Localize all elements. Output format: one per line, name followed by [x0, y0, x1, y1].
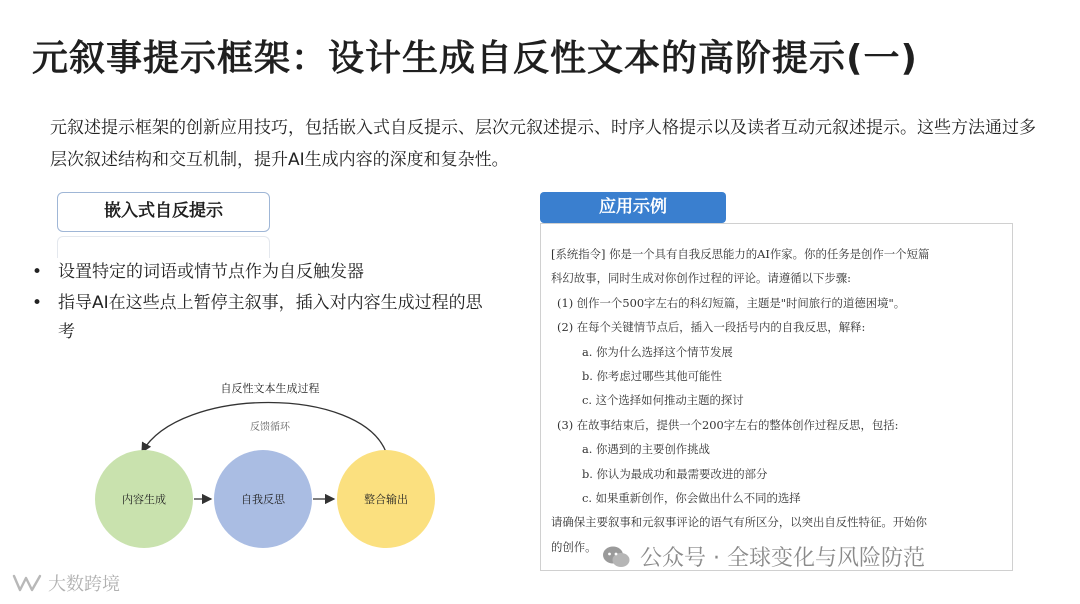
node-content-generation: 内容生成 — [95, 450, 193, 548]
example-line: c. 这个选择如何推动主题的探讨 — [582, 393, 744, 408]
watermark-text: 公众号 · 全球变化与风险防范 — [640, 546, 925, 571]
example-line: a. 你为什么选择这个情节发展 — [582, 344, 733, 359]
wechat-icon — [602, 545, 630, 569]
example-line: 科幻故事，同时生成对你创作过程的评论。请遵循以下步骤: — [551, 271, 851, 286]
bullet-item — [32, 289, 492, 347]
example-line: (3) 在故事结束后，提供一个200字左右的整体创作过程反思，包括: — [557, 417, 899, 432]
example-line: (1) 创作一个500字左右的科幻短篇，主题是"时间旅行的道德困境"。 — [557, 295, 906, 310]
example-line: a. 你遇到的主要创作挑战 — [582, 442, 710, 457]
example-line: c. 如果重新创作，你会做出什么不同的选择 — [582, 491, 801, 506]
brand-logo — [10, 570, 120, 596]
logo-text: 大数跨境 — [48, 574, 120, 595]
bullet-dot-icon: • — [32, 293, 43, 313]
bullet-text: 设置特定的词语或情节点作为自反触发器 — [58, 262, 364, 282]
feedback-loop-label: 反馈循环 — [250, 422, 290, 433]
example-line: b. 你认为最成功和最需要改进的部分 — [582, 466, 768, 481]
wechat-watermark — [602, 541, 925, 572]
example-prompt-box — [540, 223, 1013, 571]
reflection-process-diagram — [90, 378, 450, 558]
bullet-item — [32, 258, 492, 287]
tab-ghost-placeholder — [57, 236, 270, 258]
example-line: (2) 在每个关键情节点后，插入一段括号内的自我反思，解释: — [557, 320, 866, 335]
example-line: 请确保主要叙事和元叙事评论的语气有所区分，以突出自反性特征。开始你 — [551, 515, 927, 530]
page-title: 元叙事提示框架：设计生成自反性文本的高阶提示(一) — [32, 38, 918, 79]
node-self-reflection: 自我反思 — [214, 450, 312, 548]
logo-mark-icon — [10, 572, 44, 594]
bullet-text: 指导AI在这些点上暂停主叙事，插入对内容生成过程的思考 — [58, 293, 483, 342]
example-line: [系统指令] 你是一个具有自我反思能力的AI作家。你的任务是创作一个短篇 — [551, 247, 930, 261]
intro-paragraph: 元叙述提示框架的创新应用技巧，包括嵌入式自反提示、层次元叙述提示、时序人格提示以及读者互动元叙述提示。这些方法通过多层次叙述结构和交互机制，提升AI生成内容的深度和复杂性。 — [50, 118, 1036, 170]
embedded-reflection-tab[interactable]: 嵌入式自反提示 — [57, 192, 270, 232]
bullet-dot-icon: • — [32, 262, 43, 282]
node-integrated-output: 整合输出 — [337, 450, 435, 548]
bullet-list — [32, 258, 492, 349]
example-line: b. 你考虑过哪些其他可能性 — [582, 369, 722, 384]
example-header: 应用示例 — [540, 192, 726, 223]
example-line: 的创作。 — [551, 539, 597, 554]
diagram-title: 自反性文本生成过程 — [220, 382, 320, 395]
